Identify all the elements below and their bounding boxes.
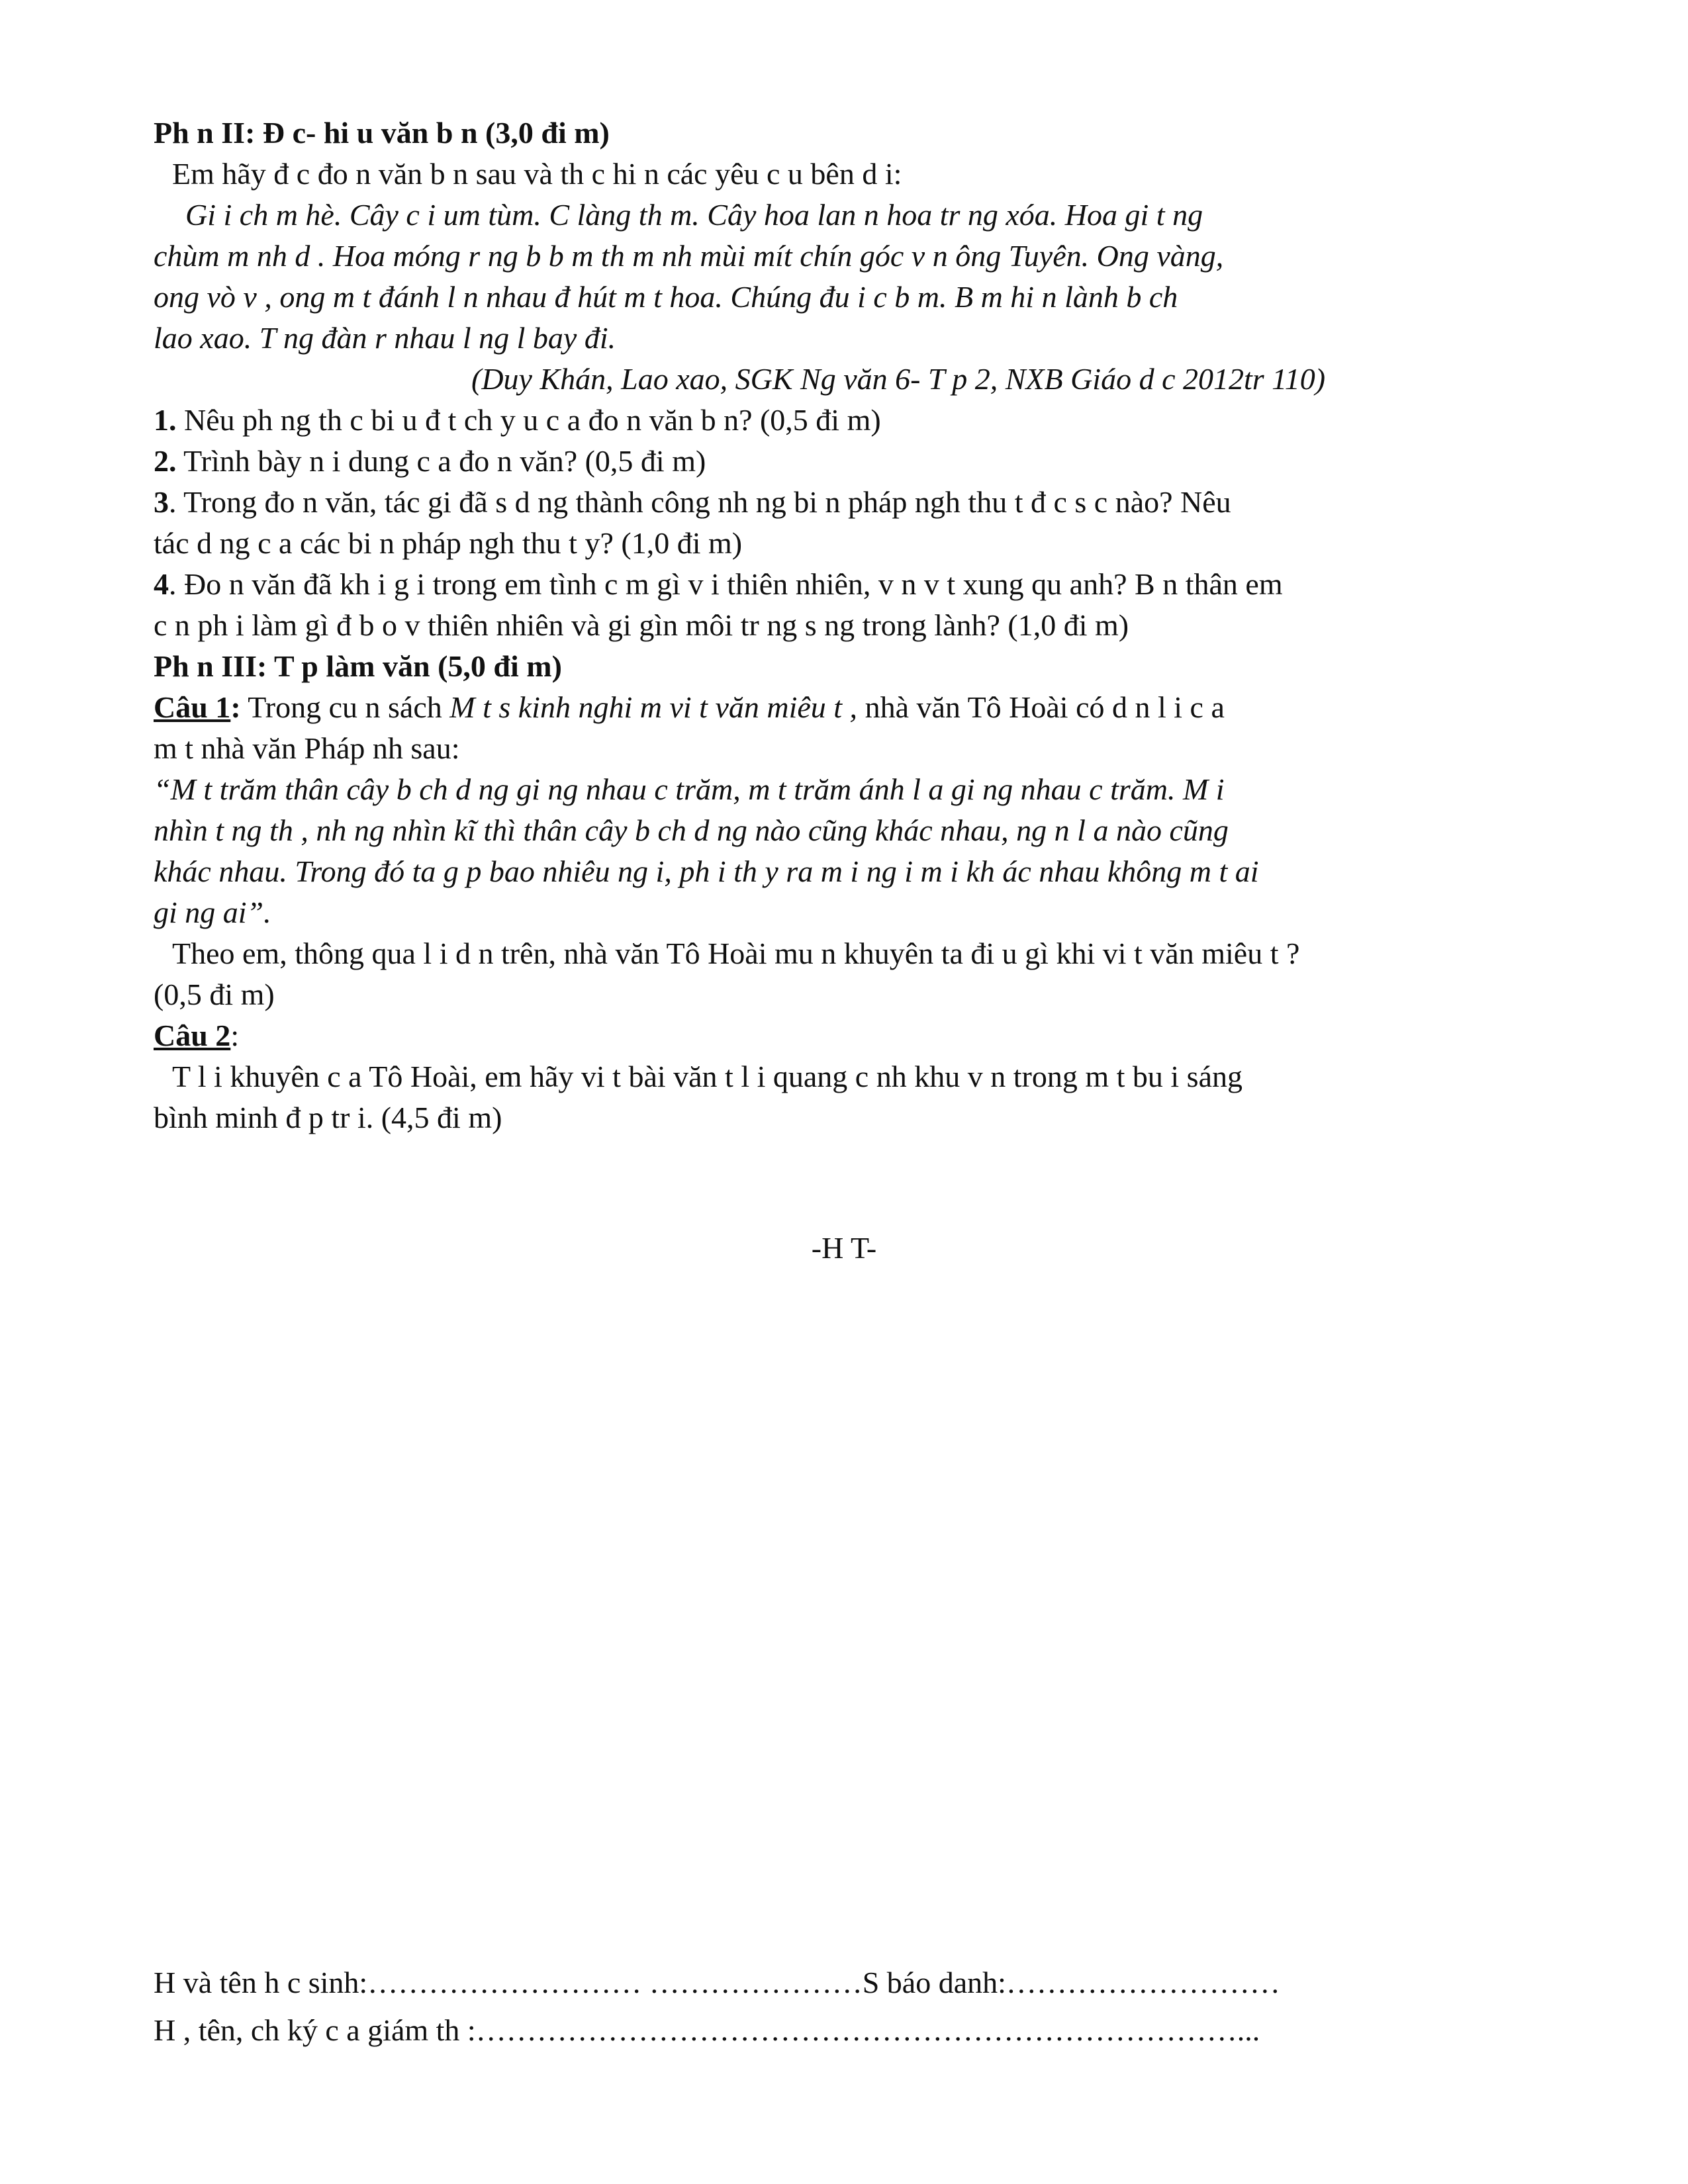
part2-intro: Em hãy đ c đo n văn b n sau và th c hi n các yêu c u bên d i:: [172, 157, 902, 191]
cau1-text: Trong cu n sách: [240, 690, 450, 724]
cau2-colon: :: [230, 1019, 240, 1052]
question-text: . Trong đo n văn, tác gi đã s d ng thành công nh ng bi n pháp ngh thu t đ c s c nào? Nêu: [169, 485, 1231, 519]
cau1-book-title: M t s kinh nghi m vi t văn miêu t ,: [449, 690, 858, 724]
question-number: 4: [154, 567, 169, 601]
cau1-label: Câu 1: [154, 690, 231, 724]
passage-line: chùm m nh d . Hoa móng r ng b b m th m nh mùi mít chín góc v n ông Tuyên. Ong vàng,: [154, 239, 1224, 273]
question-text: Nêu ph ng th c bi u đ t ch y u c a đo n văn b n? (0,5 đi m): [176, 403, 881, 437]
quote-line: nhìn t ng th , nh ng nhìn kĩ thì thân cây b ch d ng nào cũng khác nhau, ng n l a nào cũng: [154, 813, 1229, 847]
quotation: [154, 769, 1557, 933]
student-info-line: H và tên h c sinh:……………………… …………………S báo danh:………………………: [154, 1966, 1280, 1999]
question-text: Trình bày n i dung c a đo n văn? (0,5 đi m): [176, 444, 706, 478]
cau2-label: Câu 2: [154, 1019, 231, 1052]
question-1: [154, 400, 1557, 441]
cau1-question: Theo em, thông qua l i d n trên, nhà văn Tô Hoài mu n khuyên ta đi u gì khi vi t văn miêu t ?: [172, 936, 1300, 970]
exam-content: [154, 113, 1557, 1138]
passage-line: lao xao. T ng đàn r nhau l ng l bay đi.: [154, 321, 616, 355]
question-number: 3: [154, 485, 169, 519]
passage-line: Gi i ch m hè. Cây c i um tùm. C làng th m. Cây hoa lan n hoa tr ng xóa. Hoa gi t ng: [185, 198, 1203, 232]
question-3: [154, 482, 1557, 523]
question-number: 1.: [154, 403, 177, 437]
reading-passage: [154, 195, 1557, 359]
cau2-text-continued: bình minh đ p tr i. (4,5 đi m): [154, 1101, 502, 1134]
end-mark: -H T-: [811, 1231, 877, 1265]
quote-line: “M t trăm thân cây b ch d ng gi ng nhau c trăm, m t trăm ánh l a gi ng nhau c trăm. M i: [154, 772, 1225, 806]
footer: [154, 1959, 1557, 2054]
part3-heading: Ph n III: T p làm văn (5,0 đi m): [154, 649, 562, 683]
cau2-text: T l i khuyên c a Tô Hoài, em hãy vi t bài văn t l i quang c nh khu v n trong m t bu i sáng: [172, 1060, 1243, 1093]
cau1-colon: :: [230, 690, 241, 724]
question-text: . Đo n văn đã kh i g i trong em tình c m gì v i thiên nhiên, v n v t xung qu anh? B n thân em: [169, 567, 1283, 601]
part2-heading: Ph n II: Đ c- hi u văn b n (3,0 đi m): [154, 116, 610, 150]
passage-source: (Duy Khán, Lao xao, SGK Ng văn 6- T p 2, NXB Giáo d c 2012tr 110): [471, 362, 1326, 396]
quote-line: gi ng ai”.: [154, 895, 271, 929]
cau1-intro-continued: m t nhà văn Pháp nh sau:: [154, 731, 460, 765]
question-4-continued: c n ph i làm gì đ b o v thiên nhiên và gi gìn môi tr ng s ng trong lành? (1,0 đi m): [154, 608, 1129, 642]
passage-line: ong vò v , ong m t đánh l n nhau đ hút m t hoa. Chúng đu i c b m. B m hi n lành b ch: [154, 280, 1178, 314]
quote-line: khác nhau. Trong đó ta g p bao nhiêu ng i, ph i th y ra m i ng i m i kh ác nhau không m t ai: [154, 854, 1259, 888]
question-4: [154, 564, 1557, 605]
cau1-text: nhà văn Tô Hoài có d n l i c a: [857, 690, 1225, 724]
cau1-points: (0,5 đi m): [154, 978, 275, 1011]
question-number: 2.: [154, 444, 177, 478]
question-2: [154, 441, 1557, 482]
cau2-heading: [154, 1015, 1557, 1056]
cau1-intro: [154, 687, 1557, 728]
question-3-continued: tác d ng c a các bi n pháp ngh thu t y? (1,0 đi m): [154, 526, 743, 560]
proctor-signature-line: H , tên, ch ký c a giám th :…………………………………………………………………...: [154, 2013, 1260, 2047]
